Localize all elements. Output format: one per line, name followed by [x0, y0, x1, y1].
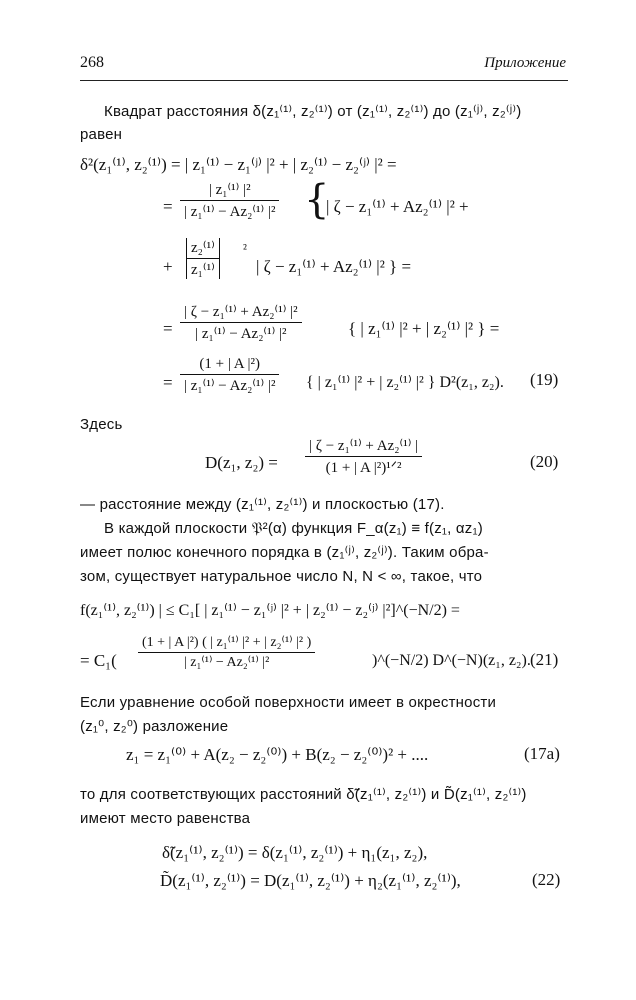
text-line: (z₁⁰, z₂⁰) разложение	[80, 718, 229, 735]
equation-term: = C₁(	[80, 651, 117, 670]
text-line-1: Квадрат расстояния δ(z₁⁽¹⁾, z₂⁽¹⁾) от (z₁⁽¹⁾, z₂⁽¹⁾) до (z₁⁽ʲ⁾, z₂⁽ʲ⁾)	[104, 103, 522, 120]
fraction	[180, 356, 279, 395]
equation-term: { | z₁⁽¹⁾ |² + | z₂⁽¹⁾ |² } D²(z₁, z₂).	[306, 374, 504, 391]
fraction	[138, 634, 315, 671]
fraction-denominator: | z₁⁽¹⁾ − Az₂⁽¹⁾ |²	[138, 652, 315, 671]
equals-sign: =	[163, 373, 173, 392]
fraction-denominator: z₁⁽¹⁾	[187, 258, 219, 279]
equation-number-21: (21)	[530, 650, 559, 669]
text-line: Здесь	[80, 416, 123, 433]
equation-delta-tilde: δ̃(z₁⁽¹⁾, z₂⁽¹⁾) = δ(z₁⁽¹⁾, z₂⁽¹⁾) + η₁(z₁, z₂),	[162, 843, 428, 862]
page-number: 268	[80, 54, 104, 71]
fraction-numerator: z₂⁽¹⁾	[191, 240, 215, 256]
fraction-denominator: (1 + | A |²)¹ᐟ²	[305, 456, 422, 477]
equation-number-19: (19)	[530, 370, 559, 389]
text-line: — расстояние между (z₁⁽¹⁾, z₂⁽¹⁾) и плоскостью (17).	[80, 496, 445, 513]
text-line: зом, существует натуральное число N, N < ∞, такое, что	[80, 568, 483, 585]
equation-lhs: D(z₁, z₂) =	[205, 453, 278, 472]
fraction-abs	[186, 238, 220, 279]
exponent: ²	[243, 241, 247, 256]
equation-term: { | z₁⁽¹⁾ |² + | z₂⁽¹⁾ |² } =	[348, 319, 500, 338]
running-title: Приложение	[484, 55, 566, 71]
equation-delta-squared: δ²(z₁⁽¹⁾, z₂⁽¹⁾) = | z₁⁽¹⁾ − z₁⁽ʲ⁾ |² + | z₂⁽¹⁾ − z₂⁽ʲ⁾ |² =	[80, 155, 397, 174]
equals-sign: =	[163, 319, 173, 338]
equation-inequality: f(z₁⁽¹⁾, z₂⁽¹⁾) | ≤ C₁[ | z₁⁽¹⁾ − z₁⁽ʲ⁾ |² + | z₂⁽¹⁾ − z₂⁽ʲ⁾ |²]^(−N/2) =	[80, 602, 460, 619]
text-line-2: равен	[80, 126, 123, 143]
equation-term: )^(−N/2) D^(−N)(z₁, z₂).	[372, 652, 531, 669]
equation-expansion: z₁ = z₁⁽⁰⁾ + A(z₂ − z₂⁽⁰⁾) + B(z₂ − z₂⁽⁰⁾)² + ....	[126, 745, 429, 764]
fraction-numerator: | ζ − z₁⁽¹⁾ + Az₂⁽¹⁾ |	[309, 438, 419, 454]
fraction-denominator: | z₁⁽¹⁾ − Az₂⁽¹⁾ |²	[180, 200, 279, 221]
text-line: Если уравнение особой поверхности имеет в окрестности	[80, 694, 497, 711]
plus-sign: +	[163, 257, 173, 276]
fraction	[180, 302, 302, 343]
equals-sign: =	[163, 197, 173, 216]
running-header	[80, 54, 568, 81]
equation-number-22: (22)	[532, 870, 561, 889]
fraction-denominator: | z₁⁽¹⁾ − Az₂⁽¹⁾ |²	[180, 374, 279, 395]
equation-term: | ζ − z₁⁽¹⁾ + Az₂⁽¹⁾ |² +	[326, 197, 469, 216]
text-line: В каждой плоскости 𝔓²(α) функция F_α(z₁) ≡ f(z₁, αz₁)	[104, 520, 483, 537]
fraction-denominator: | z₁⁽¹⁾ − Az₂⁽¹⁾ |²	[180, 322, 302, 343]
fraction	[305, 436, 422, 477]
equation-term: | ζ − z₁⁽¹⁾ + Az₂⁽¹⁾ |² } =	[256, 257, 412, 276]
fraction-numerator: | z₁⁽¹⁾ |²	[208, 182, 251, 198]
text-line: то для соответствующих расстояний δ̃(z₁⁽¹⁾, z₂⁽¹⁾) и D̃(z₁⁽¹⁾, z₂⁽¹⁾)	[80, 786, 527, 803]
fraction-numerator: (1 + | A |²)	[199, 356, 261, 372]
fraction-numerator: | ζ − z₁⁽¹⁾ + Az₂⁽¹⁾ |²	[184, 304, 298, 320]
fraction	[180, 180, 279, 221]
equation-number-20: (20)	[530, 452, 559, 471]
left-brace: {	[304, 177, 330, 223]
fraction-numerator: (1 + | A |²) ( | z₁⁽¹⁾ |² + | z₂⁽¹⁾ |² )	[142, 635, 312, 650]
text-line: имеет полюс конечного порядка в (z₁⁽ʲ⁾, z₂⁽ʲ⁾). Таким обра-	[80, 544, 489, 561]
text-line: имеют место равенства	[80, 810, 251, 827]
equation-number-17a: (17a)	[524, 744, 560, 763]
equation-d-tilde: D̃(z₁⁽¹⁾, z₂⁽¹⁾) = D(z₁⁽¹⁾, z₂⁽¹⁾) + η₂(z₁⁽¹⁾, z₂⁽¹⁾),	[160, 871, 461, 890]
